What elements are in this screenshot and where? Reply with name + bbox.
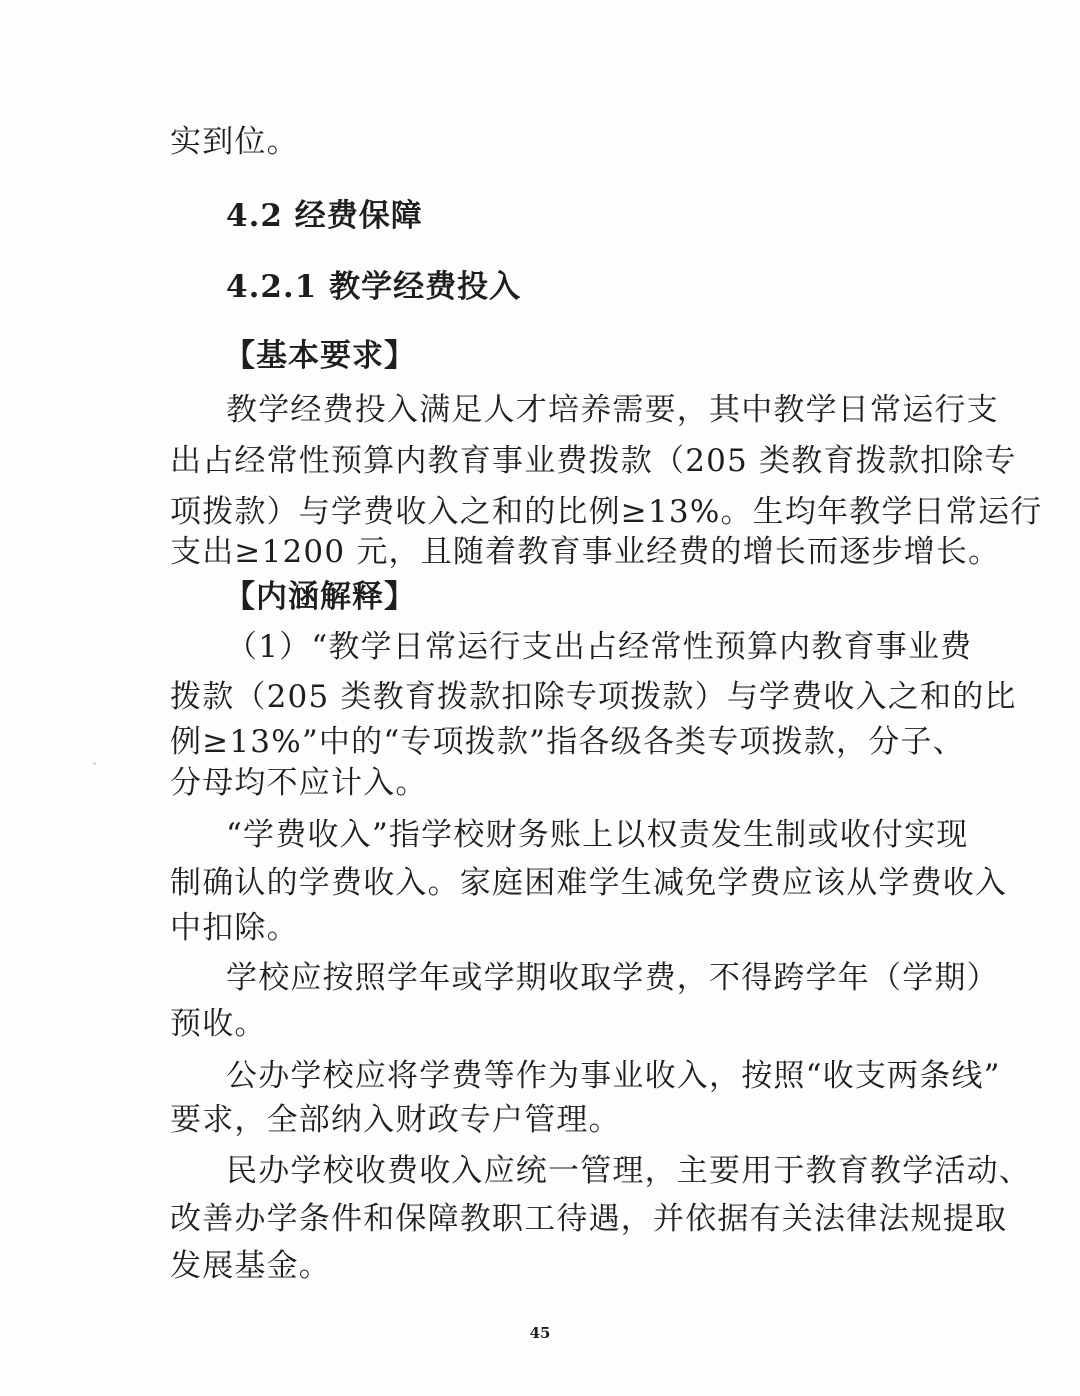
basic-requirements-heading: 【基本要求】	[224, 338, 416, 374]
paragraph-line: 民办学校收费收入应统一管理，主要用于教育教学活动、	[226, 1153, 1031, 1189]
scan-speck	[93, 762, 96, 765]
paragraph-line: 预收。	[170, 1006, 267, 1042]
paragraph-line: 改善办学条件和保障教职工待遇，并依据有关法律法规提取	[170, 1201, 1008, 1237]
paragraph-line: 例≥13%”中的“专项拨款”指各级各类专项拨款，分子、	[170, 724, 965, 760]
paragraph-line: 项拨款）与学费收入之和的比例≥13%。生均年教学日常运行	[170, 494, 1043, 530]
interpretation-heading: 【内涵解释】	[224, 579, 416, 615]
paragraph-line: 要求，全部纳入财政专户管理。	[170, 1102, 621, 1138]
paragraph-line: 公办学校应将学费等作为事业收入，按照“收支两条线”	[226, 1058, 1001, 1094]
paragraph-line: 拨款（205 类教育拨款扣除专项拨款）与学费收入之和的比	[170, 679, 1017, 715]
paragraph-line: 实到位。	[170, 124, 299, 160]
paragraph-line: 教学经费投入满足人才培养需要，其中教学日常运行支	[226, 392, 999, 428]
subsection-heading: 4.2.1 教学经费投入	[226, 269, 522, 305]
paragraph-line: 中扣除。	[170, 910, 299, 946]
paragraph-line: 发展基金。	[170, 1248, 331, 1284]
paragraph-line: 分母均不应计入。	[170, 765, 428, 801]
paragraph-line: 出占经常性预算内教育事业费拨款（205 类教育拨款扣除专	[170, 443, 1017, 479]
section-heading: 4.2 经费保障	[226, 198, 423, 234]
paragraph-line: 支出≥1200 元，且随着教育事业经费的增长而逐步增长。	[170, 534, 1001, 570]
paragraph-line: 学校应按照学年或学期收取学费，不得跨学年（学期）	[226, 960, 999, 996]
paragraph-line: （1）“教学日常运行支出占经常性预算内教育事业费	[226, 629, 973, 665]
page-number: 45	[529, 1324, 551, 1342]
paragraph-line: “学费收入”指学校财务账上以权责发生制或收付实现	[226, 817, 969, 853]
paragraph-line: 制确认的学费收入。家庭困难学生减免学费应该从学费收入	[170, 865, 1008, 901]
